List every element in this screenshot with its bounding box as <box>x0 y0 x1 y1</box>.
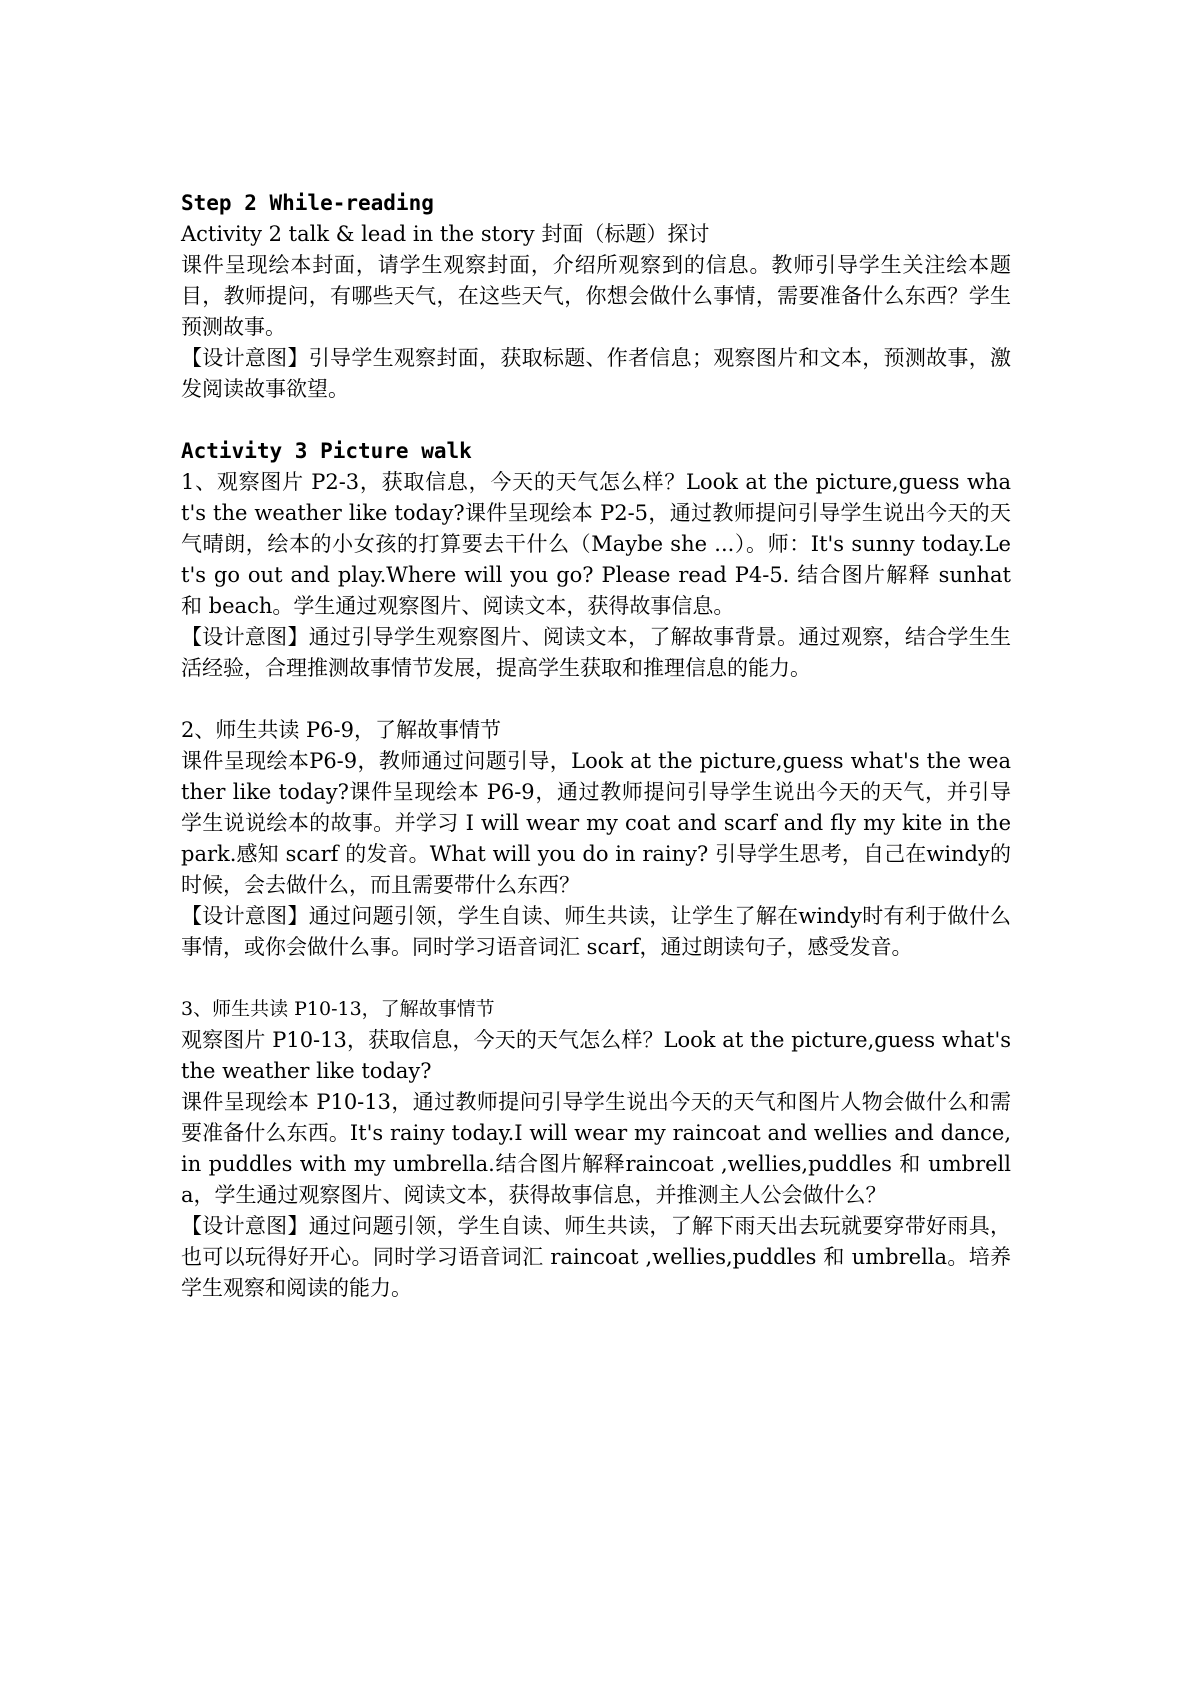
step-heading: Step 2 While-reading <box>181 191 434 215</box>
activity3-part3-body1: 观察图片 P10-13，获取信息，今天的天气怎么样？Look at the picture,guess what's the weather like today? <box>181 1028 1011 1083</box>
activity3-part3-heading: 3、师生共读 P10-13，了解故事情节 <box>181 998 495 1020</box>
activity3-part2-heading: 2、师生共读 P6-9，了解故事情节 <box>181 718 501 742</box>
activity3-part2-design-intent: 【设计意图】通过问题引领，学生自读、师生共读，让学生了解在windy时有利于做什么事情，或你会做什么事。同时学习语音词汇 scarf，通过朗读句子，感受发音。 <box>181 904 1011 959</box>
activity2-title: Activity 2 talk & lead in the story 封面（标题）探讨 <box>181 222 710 246</box>
spacer <box>181 405 1011 436</box>
activity2-design-intent: 【设计意图】引导学生观察封面，获取标题、作者信息；观察图片和文本，预测故事，激发阅读故事欲望。 <box>181 346 1011 401</box>
activity3-part2-body: 课件呈现绘本P6-9，教师通过问题引导，Look at the picture,guess what's the weather like today?课件呈现绘本 P6-9，通过教师提问引导学生说出今天的天气，并引导学生说说绘本的故事。并学习 I will wear my coat and scarf and fly my kite in the park.感知 scarf 的发音。What will you do in rainy? 引导学生思考，自己在windy的时候，会去做什么，而且需要带什么东西？ <box>181 749 1011 897</box>
activity3-part3-body2: 课件呈现绘本 P10-13，通过教师提问引导学生说出今天的天气和图片人物会做什么和需要准备什么东西。It's rainy today.I will wear my raincoat and wellies and dance,in puddles with my umbrella.结合图片解释raincoat ,wellies,puddles 和 umbrella，学生通过观察图片、阅读文本，获得故事信息，并推测主人公会做什么？ <box>181 1090 1011 1207</box>
activity3-title: Activity 3 Picture walk <box>181 439 472 463</box>
document-page <box>181 188 1011 1304</box>
spacer <box>181 684 1011 715</box>
activity2-body: 课件呈现绘本封面，请学生观察封面，介绍所观察到的信息。教师引导学生关注绘本题目，教师提问，有哪些天气，在这些天气，你想会做什么事情，需要准备什么东西？学生预测故事。 <box>181 253 1011 339</box>
spacer <box>181 963 1011 994</box>
activity3-part3-design-intent: 【设计意图】通过问题引领，学生自读、师生共读，了解下雨天出去玩就要穿带好雨具，也可以玩得好开心。同时学习语音词汇 raincoat ,wellies,puddles 和 umbrella。培养学生观察和阅读的能力。 <box>181 1214 1011 1300</box>
activity3-part1-body: 1、观察图片 P2-3，获取信息，今天的天气怎么样？Look at the picture,guess what's the weather like today?课件呈现绘本 P2-5，通过教师提问引导学生说出今天的天气晴朗，绘本的小女孩的打算要去干什么（Maybe she ...）。师：It's sunny today.Let's go out and play.Where will you go? Please read P4-5. 结合图片解释 sunhat 和 beach。学生通过观察图片、阅读文本，获得故事信息。 <box>181 470 1011 618</box>
activity3-part1-design-intent: 【设计意图】通过引导学生观察图片、阅读文本，了解故事背景。通过观察，结合学生生活经验，合理推测故事情节发展，提高学生获取和推理信息的能力。 <box>181 625 1011 680</box>
